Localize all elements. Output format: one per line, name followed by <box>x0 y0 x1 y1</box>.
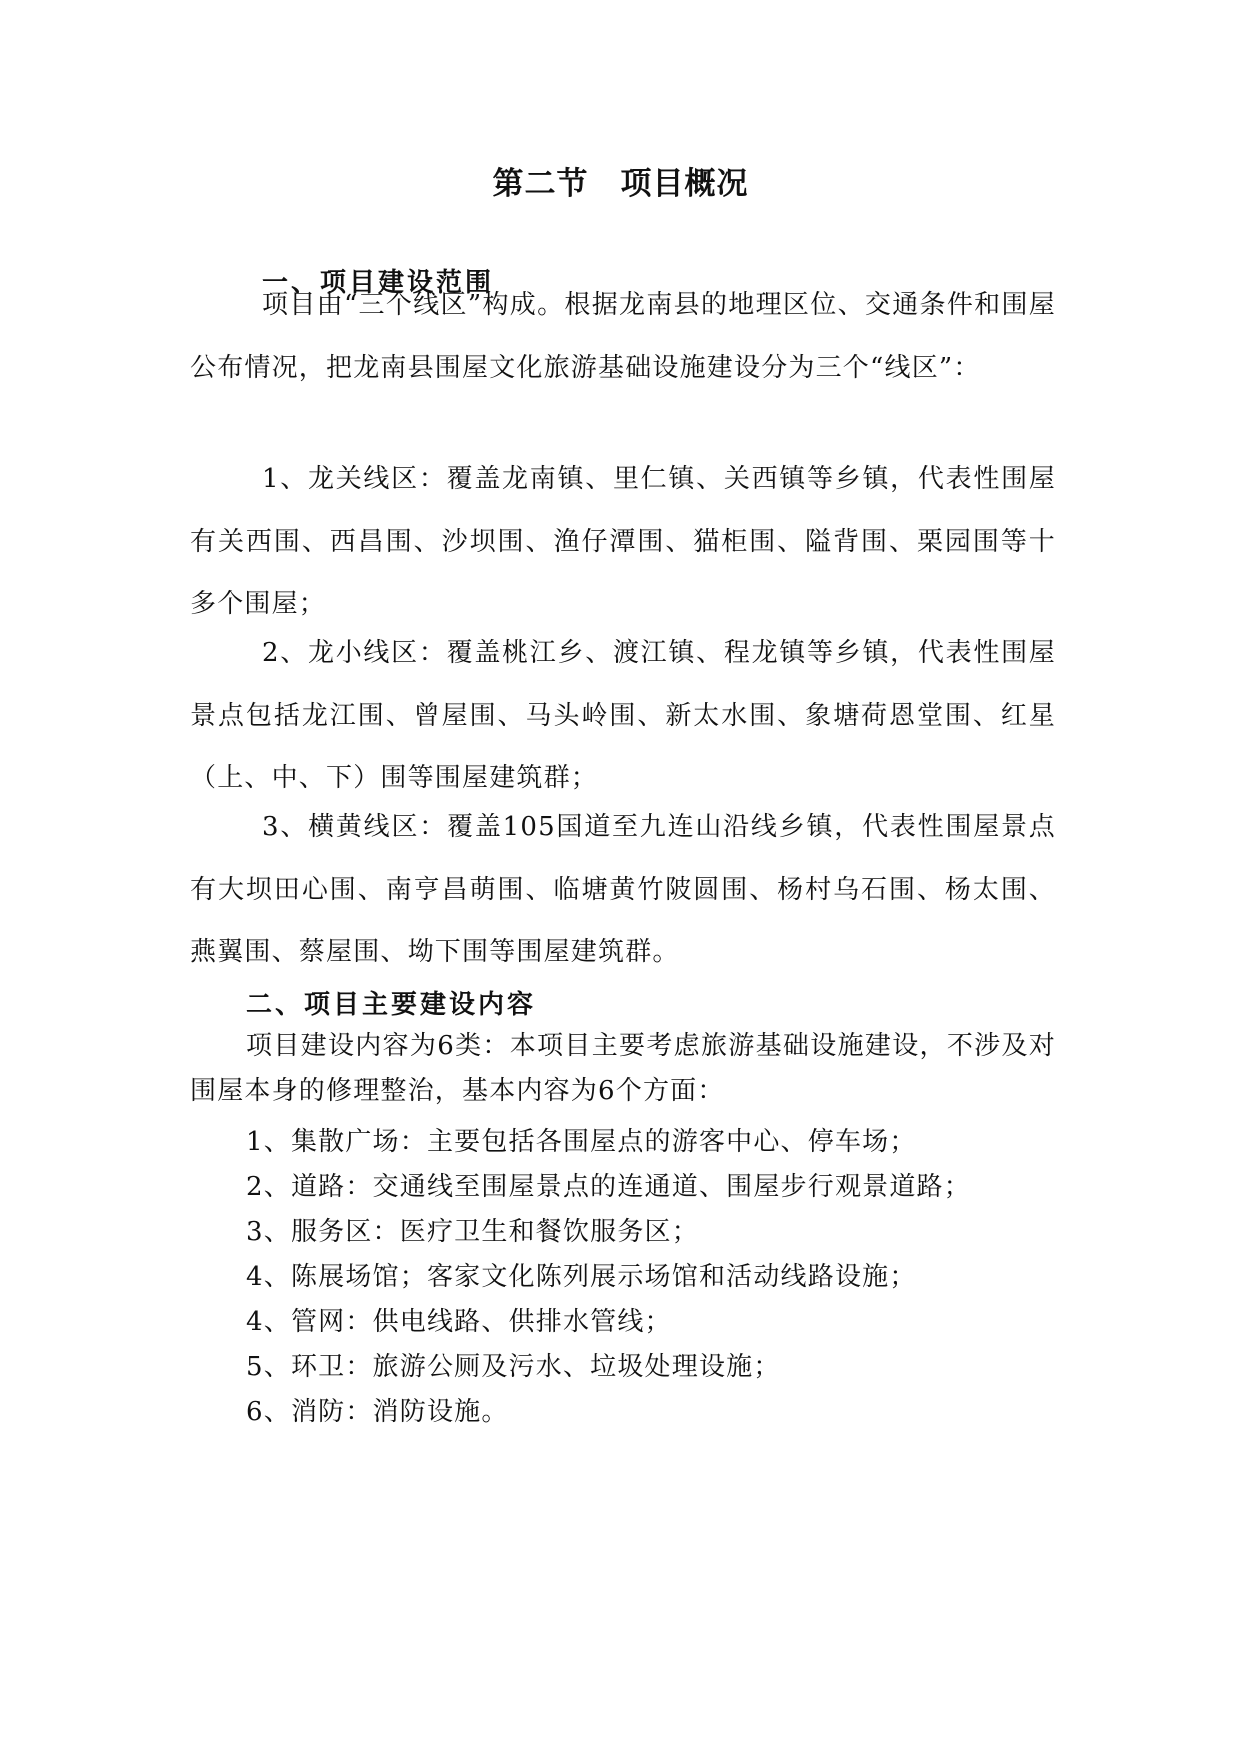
content-item: 2、道路：交通线至围屋景点的连通道、围屋步行观景道路； <box>246 1172 971 1202</box>
content-item: 6、消防：消防设施。 <box>246 1397 509 1427</box>
content-item: 3、服务区：医疗卫生和餐饮服务区； <box>246 1217 699 1247</box>
content-intro-paragraph: 项目建设内容为6类：本项目主要考虑旅游基础设施建设，不涉及对围屋本身的修理整治，基本内容为6个方面： <box>190 1031 1056 1106</box>
section-heading-content: 二、项目主要建设内容 <box>246 990 537 1020</box>
zone-paragraph-longxiao: 2、龙小线区：覆盖桃江乡、渡江镇、程龙镇等乡镇，代表性围屋景点包括龙江围、曾屋围、马头岭围、新太水围、象塘荷恩堂围、红星（上、中、下）围等围屋建筑群； <box>190 638 1056 793</box>
zone-paragraph-henghuang: 3、横黄线区：覆盖105国道至九连山沿线乡镇，代表性围屋景点有大坝田心围、南亨昌萌围、临塘黄竹陂圆围、杨村乌石围、杨太围、燕翼围、蔡屋围、坳下围等围屋建筑群。 <box>190 812 1056 967</box>
content-item: 1、集散广场：主要包括各围屋点的游客中心、停车场； <box>246 1127 917 1157</box>
zone-paragraph-longguan: 1、龙关线区：覆盖龙南镇、里仁镇、关西镇等乡镇，代表性围屋有关西围、西昌围、沙坝围、渔仔潭围、猫柜围、隘背围、栗园围等十多个围屋； <box>190 464 1056 619</box>
content-item: 4、管网：供电线路、供排水管线； <box>246 1307 672 1337</box>
content-item: 5、环卫：旅游公厕及污水、垃圾处理设施； <box>246 1352 781 1382</box>
scope-intro-paragraph: 项目由“三个线区”构成。根据龙南县的地理区位、交通条件和围屋公布情况，把龙南县围屋文化旅游基础设施建设分为三个“线区”： <box>190 290 1056 383</box>
content-item: 4、陈展场馆；客家文化陈列展示场馆和活动线路设施； <box>246 1262 917 1292</box>
page-title: 第二节 项目概况 <box>492 166 749 202</box>
section-heading-scope: 一、项目建设范围 <box>262 268 495 298</box>
